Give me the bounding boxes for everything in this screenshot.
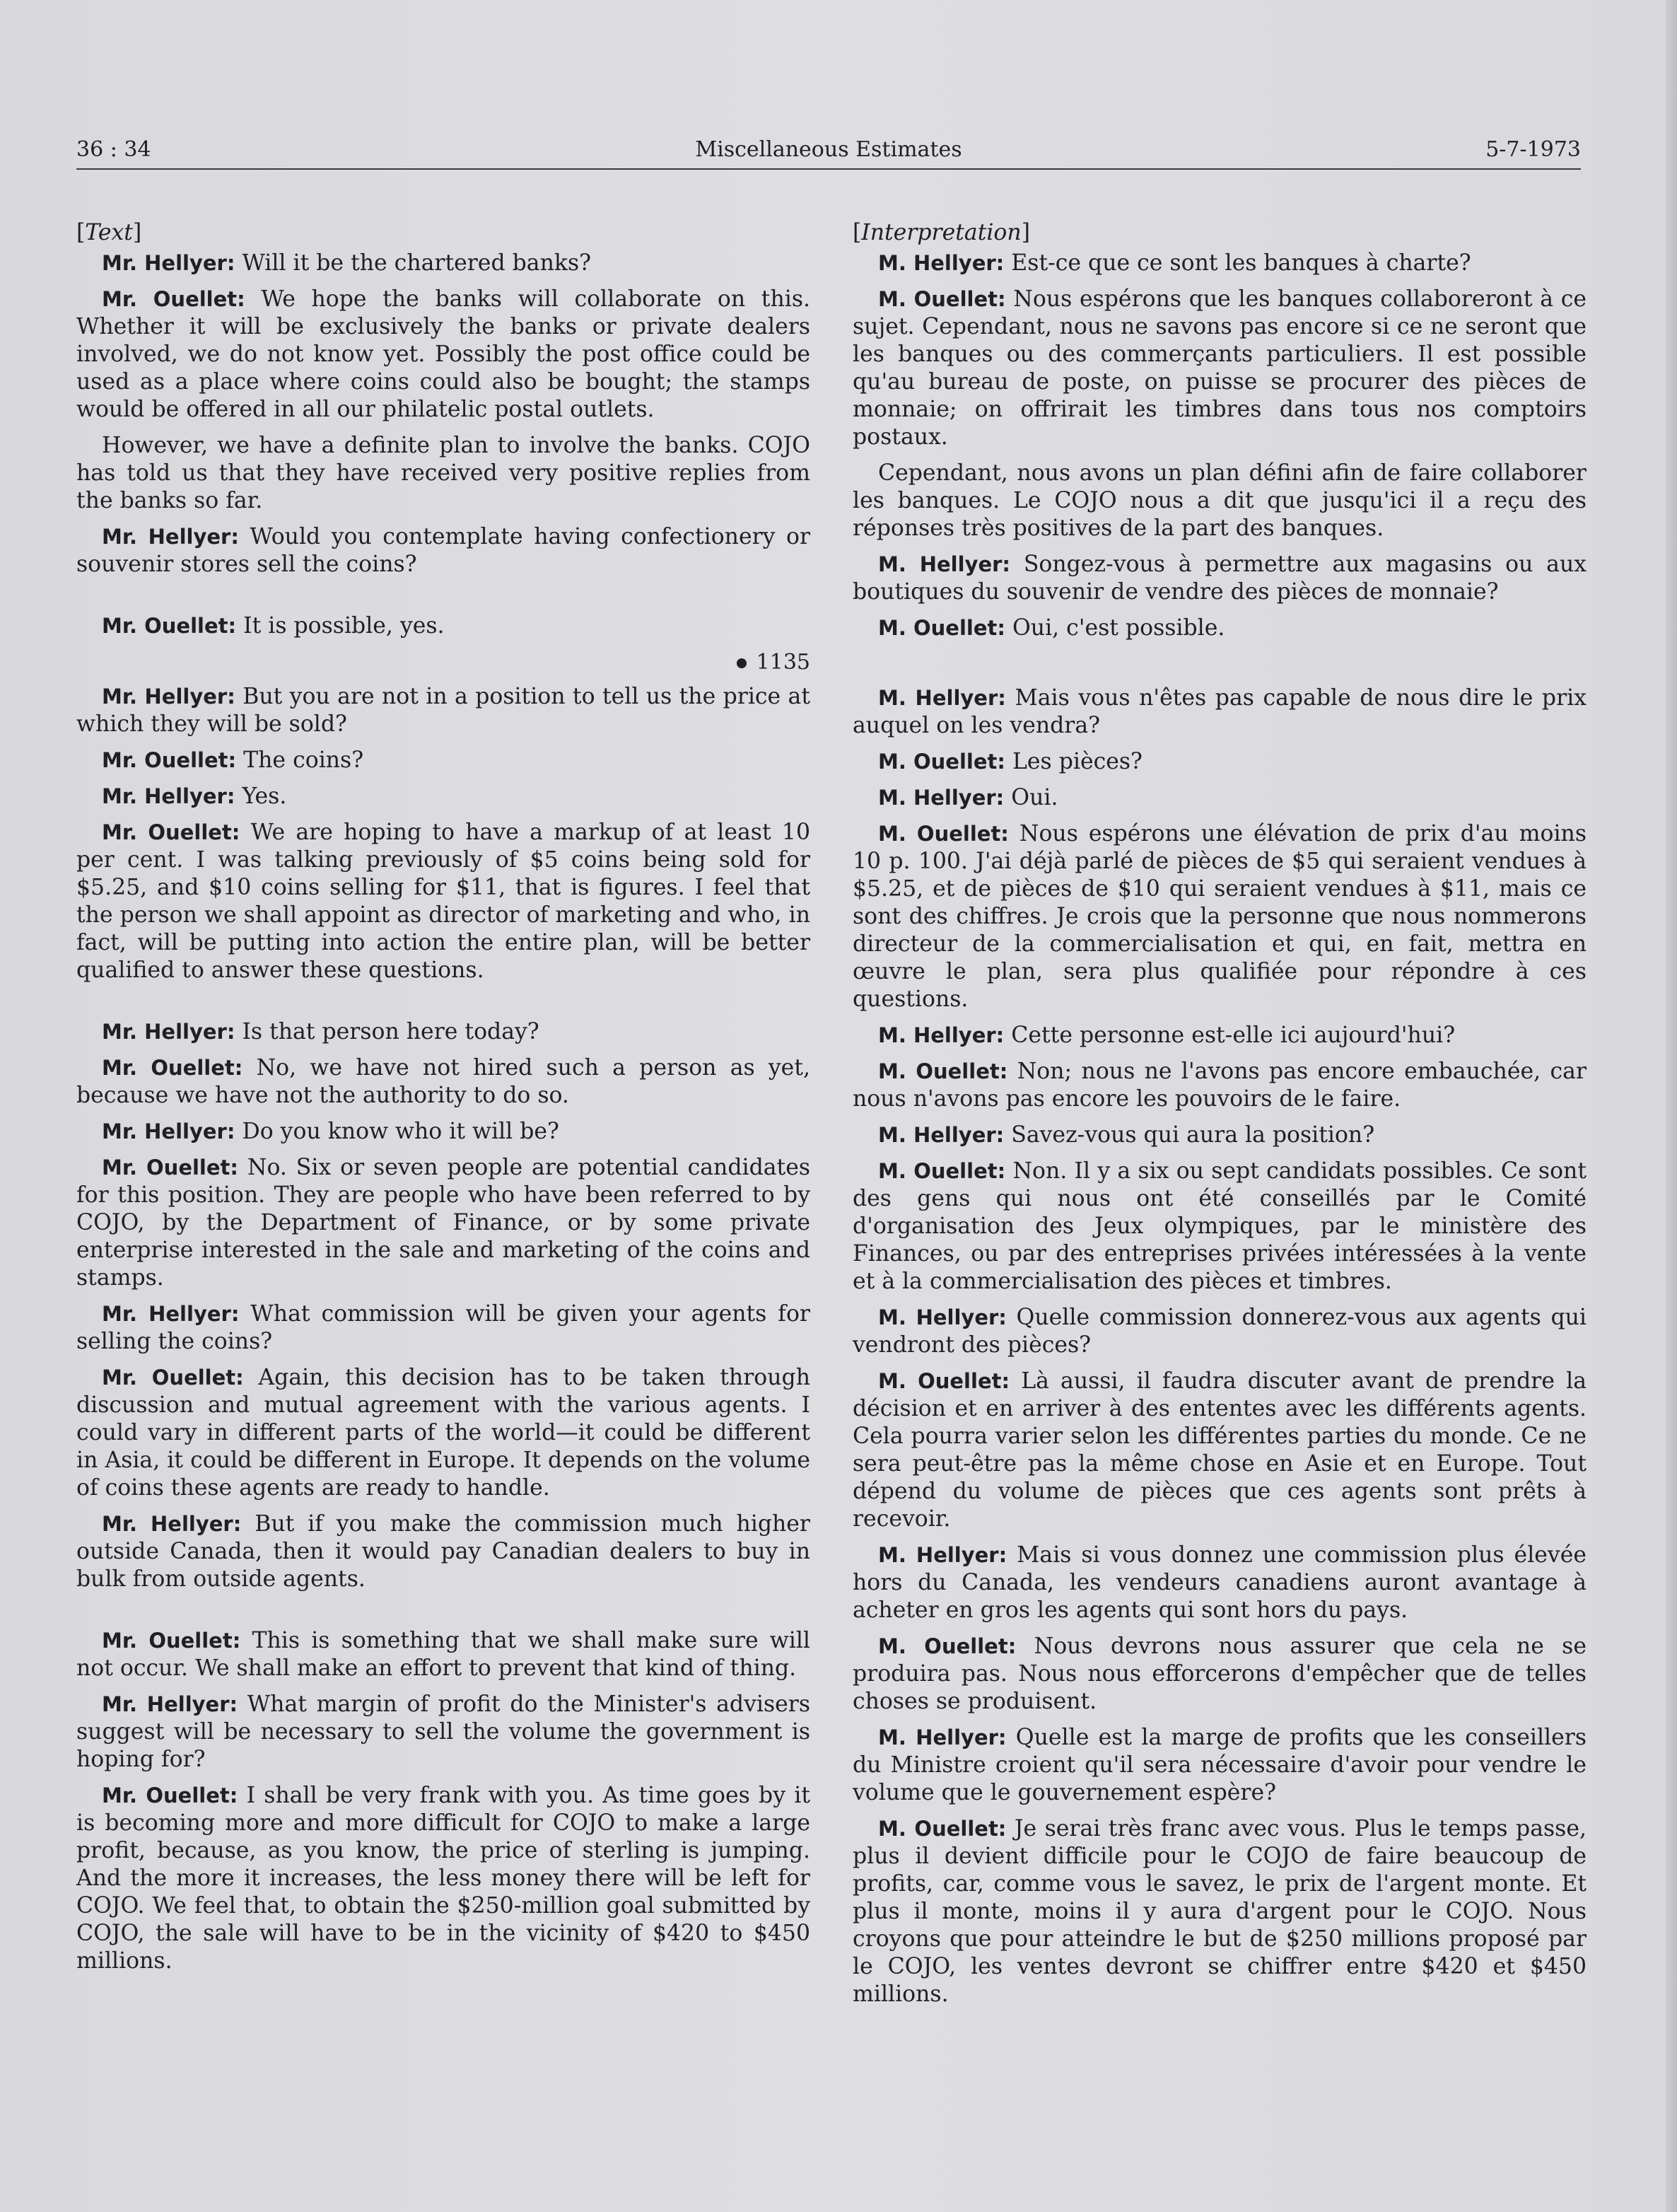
speaker: M. Hellyer: xyxy=(878,1725,1007,1750)
speaker: Mr. Ouellet: xyxy=(102,1156,239,1180)
speech: But if you make the commission much higher outside Canada, then it would pay Canadian dealers to buy in bulk from outside agents. xyxy=(76,1511,810,1592)
paragraph xyxy=(853,1542,1587,1624)
paragraph xyxy=(76,1782,810,1975)
paragraph xyxy=(76,1627,810,1682)
speech: Oui. xyxy=(1004,785,1058,810)
speaker: Mr. Hellyer: xyxy=(102,1119,235,1143)
paragraph xyxy=(853,1368,1587,1533)
speech: It is possible, yes. xyxy=(236,613,445,639)
page-edge xyxy=(1666,0,1677,2212)
speaker: Mr. Hellyer: xyxy=(102,1512,242,1536)
time-marker xyxy=(76,648,810,676)
speaker: Mr. Hellyer: xyxy=(102,251,235,275)
paragraph xyxy=(853,1815,1587,2008)
speech: Do you know who it will be? xyxy=(235,1119,559,1144)
speaker: M. Hellyer: xyxy=(878,552,1011,576)
speaker: M. Ouellet: xyxy=(878,822,1009,846)
speaker: Mr. Ouellet: xyxy=(102,1629,241,1653)
page-date: 5-7-1973 xyxy=(1485,137,1581,162)
speech: Cependant, nous avons un plan défini afin de faire collaborer les banques. Le COJO nous a dit que jusqu'ici il a reçu des réponses très positives de la part des banques. xyxy=(853,460,1587,541)
paragraph xyxy=(76,250,810,277)
speech: Oui, c'est possible. xyxy=(1005,615,1225,641)
french-column xyxy=(853,219,1587,2017)
speaker: Mr. Hellyer: xyxy=(102,1020,235,1044)
speech: Cette personne est-elle ici aujourd'hui? xyxy=(1004,1023,1456,1048)
speaker: M. Hellyer: xyxy=(878,1023,1005,1047)
speech: No, we have not hired such a person as yet, because we have not the authority to do so. xyxy=(76,1055,810,1108)
paragraph xyxy=(853,286,1587,451)
paragraph xyxy=(76,523,810,578)
paragraph xyxy=(853,820,1587,1013)
paragraph xyxy=(76,1118,810,1146)
speaker: Mr. Ouellet: xyxy=(102,1783,238,1808)
speech: Will it be the chartered banks? xyxy=(235,250,591,276)
paragraph xyxy=(76,683,810,738)
speech: We are hoping to have a markup of at least 10 per cent. I was talking previously of $5 coins being sold for $5.25, and $10 coins selling for $11, that is figures. I feel that the person we shall appoint as director of marketing and who, in fact, will be putting into action the entire plan, will be better qualified to answer these questions. xyxy=(76,820,810,983)
time-marker-value: 1135 xyxy=(756,650,810,675)
paragraph xyxy=(853,460,1587,542)
speaker: M. Ouellet: xyxy=(878,616,1005,640)
speaker: M. Hellyer: xyxy=(878,786,1005,810)
paragraph xyxy=(76,1691,810,1774)
speech: But you are not in a position to tell us the price at which they will be sold? xyxy=(76,684,810,737)
paragraph xyxy=(76,612,810,640)
paragraph xyxy=(76,432,810,515)
speech: The coins? xyxy=(236,747,364,773)
paragraph xyxy=(853,1304,1587,1359)
bullet-icon xyxy=(737,658,747,668)
speech: We hope the banks will collaborate on this. Whether it will be exclusively the banks or private dealers involved, we do not know yet. Possibly the post office could be used as a place where coins could also be bought; the stamps would be offered in all our philatelic postal outlets. xyxy=(76,286,810,422)
speech: Mais si vous donnez une commission plus élevée hors du Canada, les vendeurs canadiens auront avantage à acheter en gros les agents qui sont hors du pays. xyxy=(853,1542,1587,1623)
speech: Quelle est la marge de profits que les conseillers du Ministre croient qu'il sera nécessaire d'avoir pour vendre le volume que le gouvernement espère? xyxy=(853,1725,1587,1805)
speaker: Mr. Ouellet: xyxy=(102,1056,243,1080)
speech: Non; nous ne l'avons pas encore embauchée, car nous n'avons pas encore les pouvoirs de le faire. xyxy=(853,1059,1587,1112)
speaker: M. Ouellet: xyxy=(878,1059,1008,1083)
speech: Songez-vous à permettre aux magasins ou aux boutiques du souvenir de vendre des pièces de monnaie? xyxy=(853,552,1587,605)
speech: Nous espérons une élévation de prix d'au moins 10 p. 100. J'ai déjà parlé de pièces de $5 qui seraient vendues à $5.25, et de pièces de $10 qui seraient vendues à $11, mais ce sont des chiffres. Je crois que la personne que nous nommerons directeur de la commercialisation et qui, en fait, mettra en œuvre le plan, sera plus qualifiée pour répondre à ces questions. xyxy=(853,821,1587,1012)
speaker: M. Ouellet: xyxy=(878,287,1006,311)
section-label: [Text] xyxy=(76,220,142,245)
speaker: Mr. Ouellet: xyxy=(102,287,245,311)
speech: What commission will be given your agents for selling the coins? xyxy=(76,1301,810,1354)
speech: Est-ce que ce sont les banques à charte? xyxy=(1004,250,1471,276)
paragraph xyxy=(853,1158,1587,1296)
running-header xyxy=(76,136,1581,170)
speech: Là aussi, il faudra discuter avant de prendre la décision et en arriver à des ententes avec les différents agents. Cela pourra varier selon les différentes parties du monde. Ce ne sera peut-être pas la même chose en Asie et en Europe. Tout dépend du volume de pièces que ces agents sont prêts à recevoir. xyxy=(853,1368,1587,1532)
speaker: M. Hellyer: xyxy=(878,251,1005,275)
speech: Would you contemplate having confectionery or souvenir stores sell the coins? xyxy=(76,524,810,577)
speech: Non. Il y a six ou sept candidats possibles. Ce sont des gens qui nous ont été conseillés par le Comité d'organisation des Jeux olympiques, par le ministère des Finances, ou par des entreprises privées intéressées à la vente et à la commercialisation des pièces et timbres. xyxy=(853,1158,1587,1294)
speaker: M. Hellyer: xyxy=(878,1123,1005,1147)
paragraph xyxy=(853,615,1587,642)
paragraph xyxy=(853,1058,1587,1113)
paragraph xyxy=(853,1633,1587,1716)
speech: Again, this decision has to be taken through discussion and mutual agreement with the various agents. I could vary in different parts of the world—it could be different in Asia, it could be different in Europe. It depends on the volume of coins these agents are ready to handle. xyxy=(76,1365,810,1501)
paragraph xyxy=(853,685,1587,740)
english-column xyxy=(76,219,810,1984)
section-label: [Interpretation] xyxy=(853,220,1030,245)
paragraph xyxy=(76,747,810,774)
speech: Nous devrons nous assurer que cela ne se produira pas. Nous nous efforcerons d'empêcher que de telles choses se produisent. xyxy=(853,1634,1587,1714)
paragraph xyxy=(76,819,810,984)
speaker: M. Hellyer: xyxy=(878,686,1006,710)
paragraph xyxy=(76,1510,810,1593)
page-number: 36 : 34 xyxy=(76,137,151,162)
speech: I shall be very frank with you. As time goes by it is becoming more and more difficult for COJO to make a large profit, because, as you know, the price of sterling is jumping. And the more it increases, the less money there will be left for COJO. We feel that, to obtain the $250-million goal submitted by COJO, the sale will have to be in the vicinity of $420 to $450 millions. xyxy=(76,1783,810,1974)
speaker: Mr. Ouellet: xyxy=(102,1366,244,1390)
paragraph xyxy=(853,1122,1587,1149)
paragraph xyxy=(853,551,1587,606)
speaker: Mr. Hellyer: xyxy=(102,685,235,709)
speaker: M. Hellyer: xyxy=(878,1543,1007,1567)
paragraph xyxy=(853,784,1587,812)
speaker: M. Ouellet: xyxy=(878,1634,1017,1658)
speech: Nous espérons que les banques collaboreront à ce sujet. Cependant, nous ne savons pas encore si ce ne seront que les banques ou des commerçants particuliers. Il est possible qu'au bureau de poste, on puisse se procurer des pièces de monnaie; on offrirait les timbres dans tous nos comptoirs postaux. xyxy=(853,286,1587,450)
speech: Mais vous n'êtes pas capable de nous dire le prix auquel on les vendra? xyxy=(853,685,1587,738)
paragraph xyxy=(76,1018,810,1046)
paragraph xyxy=(853,1724,1587,1807)
paragraph xyxy=(853,748,1587,776)
speech: Yes. xyxy=(235,784,287,809)
speech: However, we have a definite plan to involve the banks. COJO has told us that they have received very positive replies from the banks so far. xyxy=(76,433,810,513)
speech: This is something that we shall make sure will not occur. We shall make an effort to prevent that kind of thing. xyxy=(76,1628,810,1681)
paragraph xyxy=(853,250,1587,277)
speaker: Mr. Hellyer: xyxy=(102,1692,238,1716)
paragraph xyxy=(76,1300,810,1356)
speaker: Mr. Hellyer: xyxy=(102,525,239,549)
speech: Les pièces? xyxy=(1005,749,1143,774)
speech: Je serai très franc avec vous. Plus le temps passe, plus il devient difficile pour le COJO de faire beaucoup de profits, car, comme vous le savez, le prix de l'argent monte. Et plus il monte, moins il y aura d'argent pour le COJO. Nous croyons que pour atteindre le but de $250 millions proposé par le COJO, les ventes devront se chiffrer entre $420 et $450 millions. xyxy=(853,1816,1587,2007)
speaker: M. Ouellet: xyxy=(878,1159,1006,1183)
speaker: M. Hellyer: xyxy=(878,1305,1007,1329)
paragraph xyxy=(76,1154,810,1292)
paragraph xyxy=(76,783,810,810)
speech: Is that person here today? xyxy=(235,1019,539,1044)
paragraph xyxy=(853,1022,1587,1049)
paragraph xyxy=(76,286,810,424)
page-title: Miscellaneous Estimates xyxy=(695,137,962,162)
speech: No. Six or seven people are potential candidates for this position. They are people who have been referred to by COJO, by the Department of Finance, or by some private enterprise interested in the sale and marketing of the coins and stamps. xyxy=(76,1155,810,1291)
speaker: M. Ouellet: xyxy=(878,1369,1010,1393)
paragraph xyxy=(76,1364,810,1502)
speech: Quelle commission donnerez-vous aux agents qui vendront des pièces? xyxy=(853,1305,1587,1358)
speech: What margin of profit do the Minister's advisers suggest will be necessary to sell the volume the government is hoping for? xyxy=(76,1692,810,1772)
speech: Savez-vous qui aura la position? xyxy=(1004,1122,1375,1148)
speaker: Mr. Ouellet: xyxy=(102,614,237,638)
speaker: Mr. Ouellet: xyxy=(102,748,237,772)
speaker: Mr. Hellyer: xyxy=(102,784,235,808)
speaker: M. Ouellet: xyxy=(878,1817,1007,1841)
speaker: Mr. Ouellet: xyxy=(102,820,240,844)
speaker: Mr. Hellyer: xyxy=(102,1302,240,1326)
speaker: M. Ouellet: xyxy=(878,750,1005,774)
paragraph xyxy=(76,1054,810,1110)
